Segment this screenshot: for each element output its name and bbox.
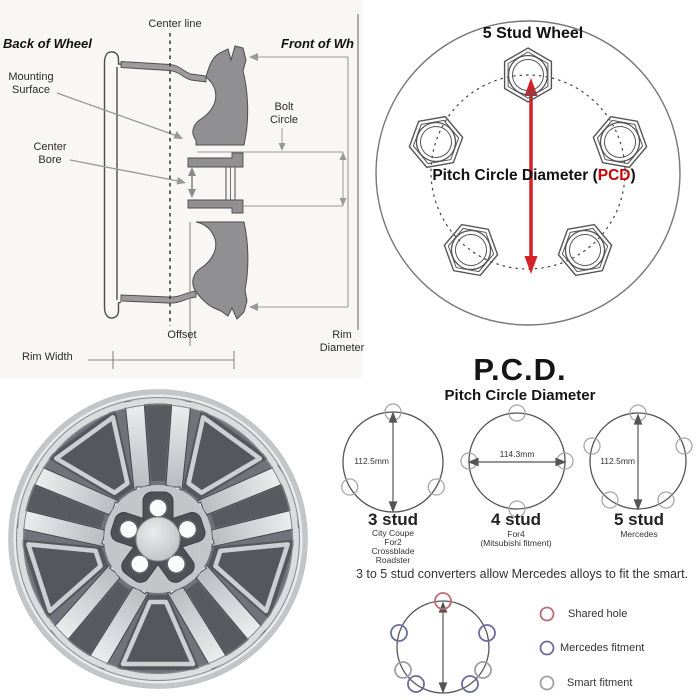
legend-smart-fitment: Smart fitment [567,677,633,689]
rim-width-label: Rim Width [22,351,73,363]
pcd-heading: P.C.D. [473,352,567,387]
pcd-caption: Pitch Circle Diameter (PCD) [432,167,636,184]
label-4stud: 4 stud [490,510,542,529]
alloy-wheel-image [0,385,345,700]
label-5stud: 5 stud [613,510,665,529]
offset-label: Offset [167,329,197,341]
mounting-surface-label: Mounting Surface [8,71,54,96]
label-3stud: 3 stud [367,510,419,529]
center-bore-label: Center Bore [33,141,67,166]
wheel-hub [104,485,212,593]
center-cap [136,517,180,561]
measurement-3stud: 112.5mm [354,456,389,466]
measurement-4stud: 114.3mm [499,449,535,459]
legend-swatches [541,608,554,690]
converter-note: 3 to 5 stud converters allow Mercedes alloys to fit the smart. [355,567,689,581]
sublabel-5stud: Mercedes [620,529,658,539]
legend-mercedes-fitment: Mercedes fitment [560,642,645,654]
wheel-cross-section-diagram [0,0,362,380]
pcd-subheading: Pitch Circle Diameter [444,387,596,404]
center-line-label: Center line [148,18,202,30]
sublabel-4stud: For4 (Mitsubishi fitment) [480,529,552,548]
front-of-wheel-label: Front of Wh [281,36,354,51]
legend-shared-hole: Shared hole [568,608,628,620]
five-stud-title: 5 Stud Wheel [482,25,584,42]
bolt-circle-label: Bolt Circle [269,101,299,126]
rim-diameter-label: Rim Diameter [319,329,365,354]
back-of-wheel-label: Back of Wheel [3,36,92,51]
pcd-accent: PCD [597,167,631,184]
measurement-5stud: 112.5mm [600,456,635,466]
sublabel-3stud: City Coupe For2 Crossblade Roadster [371,528,415,565]
